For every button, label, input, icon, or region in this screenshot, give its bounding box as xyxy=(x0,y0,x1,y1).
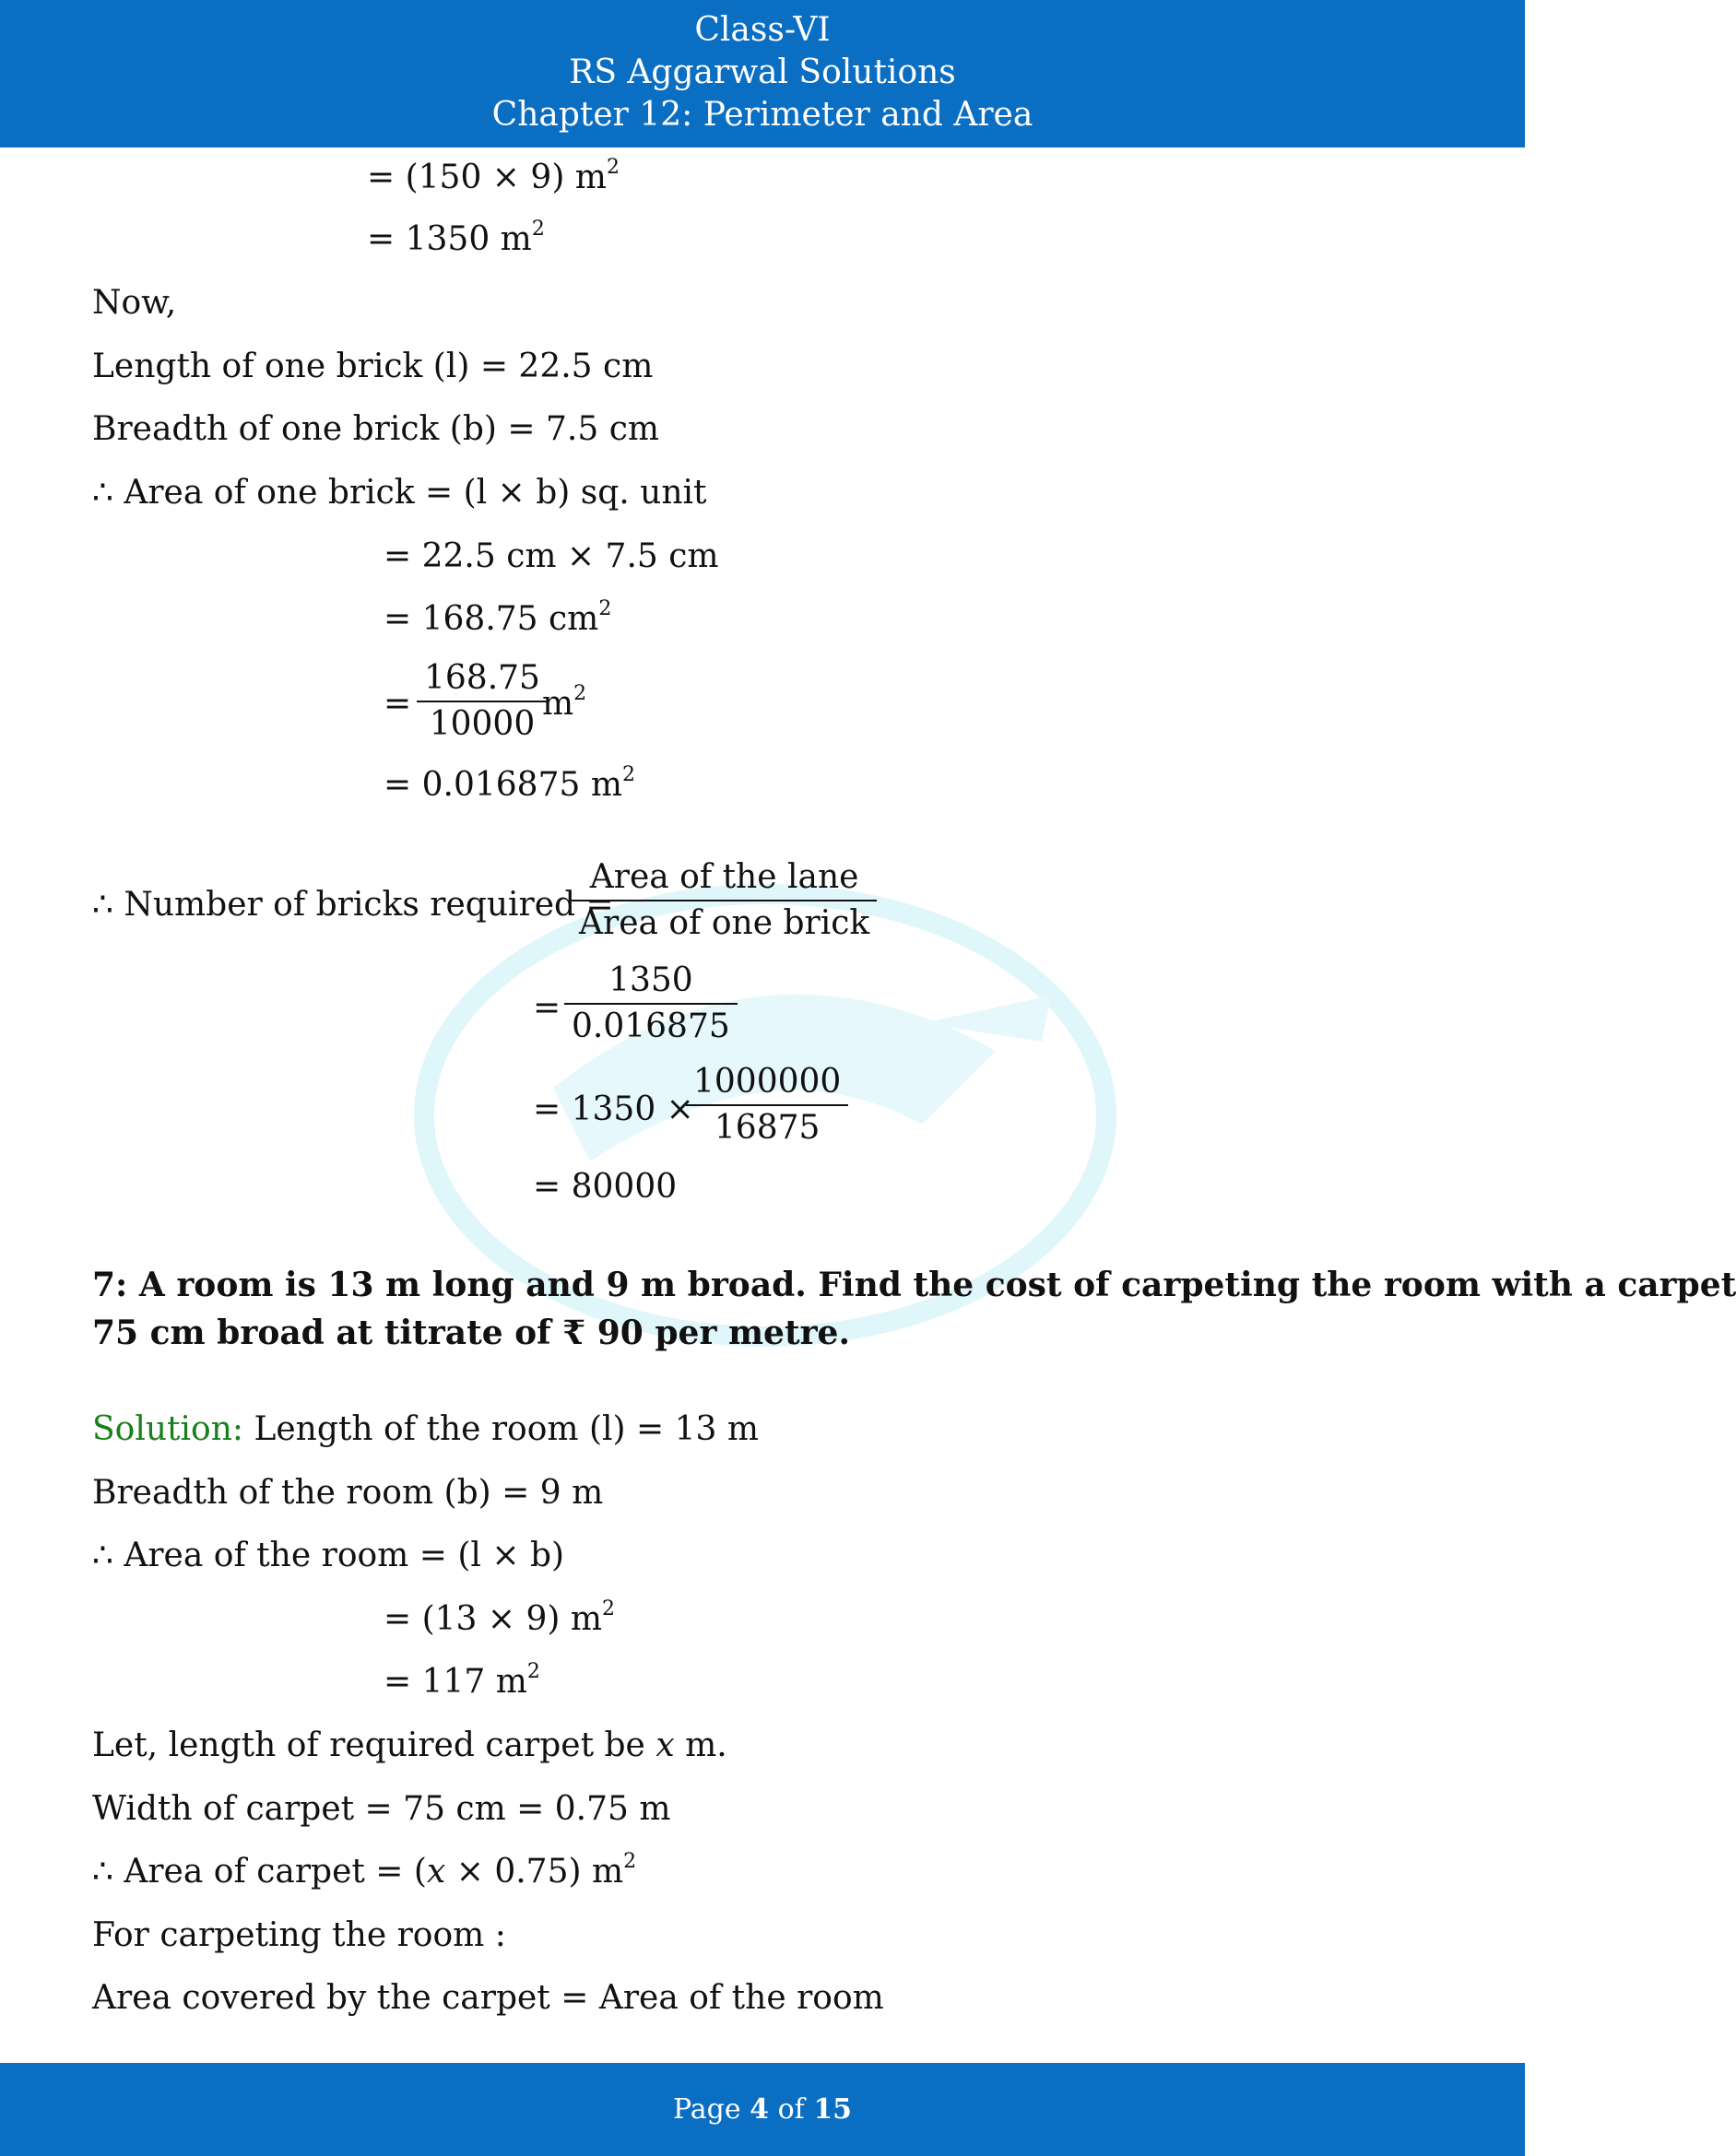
solution-line: Solution: Length of the room (l) = 13 m xyxy=(92,1410,760,1448)
calc-line: = 1350 × xyxy=(533,1090,694,1128)
fraction xyxy=(572,855,877,946)
page-label: Page xyxy=(672,2093,741,2126)
page-number: 4 xyxy=(750,2093,770,2126)
calc-line: = 168.75 $cm^2$ xyxy=(384,597,612,638)
solution-label: Solution: xyxy=(92,1410,244,1448)
header-chapter: Chapter 12: Perimeter and Area xyxy=(491,96,1033,134)
text-line: ∴ Area of carpet = (x × 0.75) $m^2$ xyxy=(92,1850,637,1891)
page-footer xyxy=(0,2063,1525,2156)
question-line: 7: A room is 13 m long and 9 m broad. Find the cost of carpeting the room with a carpet xyxy=(92,1266,1736,1304)
text-line: Now, xyxy=(92,284,177,322)
fraction-numerator: Area of the lane xyxy=(589,858,859,896)
fraction-numerator: 168.75 xyxy=(424,659,540,697)
equals-sign: = xyxy=(533,989,561,1027)
calc-line: = 0.016875 $m^2$ xyxy=(384,763,635,804)
text-line: ∴ Area of the room = (l × b) xyxy=(92,1537,565,1574)
fraction xyxy=(564,959,738,1049)
text-line: ∴ Number of bricks required = xyxy=(92,886,614,924)
fraction-denominator: 10000 xyxy=(417,701,548,747)
fraction-denominator: Area of one brick xyxy=(572,900,877,946)
fraction-numerator: 1000000 xyxy=(693,1063,842,1101)
fraction xyxy=(686,1060,848,1150)
text-line: Breadth of the room (b) = 9 m xyxy=(92,1474,604,1512)
fraction-denominator: 0.016875 xyxy=(564,1003,738,1049)
text-line: Let, length of required carpet be x m. xyxy=(92,1726,727,1764)
calc-line: = (150 × 9) $m^2$ xyxy=(367,156,620,196)
header-book: RS Aggarwal Solutions xyxy=(569,53,956,91)
page-total: 15 xyxy=(813,2093,853,2126)
calc-line: = 80000 xyxy=(533,1168,678,1206)
page-header xyxy=(0,0,1525,147)
fraction-numerator: 1350 xyxy=(608,961,693,999)
question-text xyxy=(92,1261,1736,1357)
fraction xyxy=(417,656,548,747)
text-line: Area covered by the carpet = Area of the room xyxy=(92,1979,884,2017)
header-class: Class-VI xyxy=(694,11,831,49)
text-line: For carpeting the room : xyxy=(92,1916,506,1954)
calc-line: = (13 × 9) $m^2$ xyxy=(384,1597,616,1638)
text-line: Width of carpet = 75 cm = 0.75 m xyxy=(92,1790,671,1828)
unit-text: $m^2$ xyxy=(542,682,587,723)
text-line: Length of one brick (l) = 22.5 cm xyxy=(92,348,654,385)
page-separator: of xyxy=(777,2093,805,2126)
calc-line: = 1350 $m^2$ xyxy=(367,218,545,258)
text-line: ∴ Area of one brick = (l × b) sq. unit xyxy=(92,474,707,512)
text-line: Breadth of one brick (b) = 7.5 cm xyxy=(92,410,659,448)
fraction-denominator: 16875 xyxy=(686,1104,848,1150)
equals-sign: = xyxy=(384,685,412,723)
calc-line: = 22.5 cm × 7.5 cm xyxy=(384,537,719,575)
question-line: 75 cm broad at titrate of ₹ 90 per metre. xyxy=(92,1314,850,1352)
calc-line: = 117 $m^2$ xyxy=(384,1660,540,1701)
